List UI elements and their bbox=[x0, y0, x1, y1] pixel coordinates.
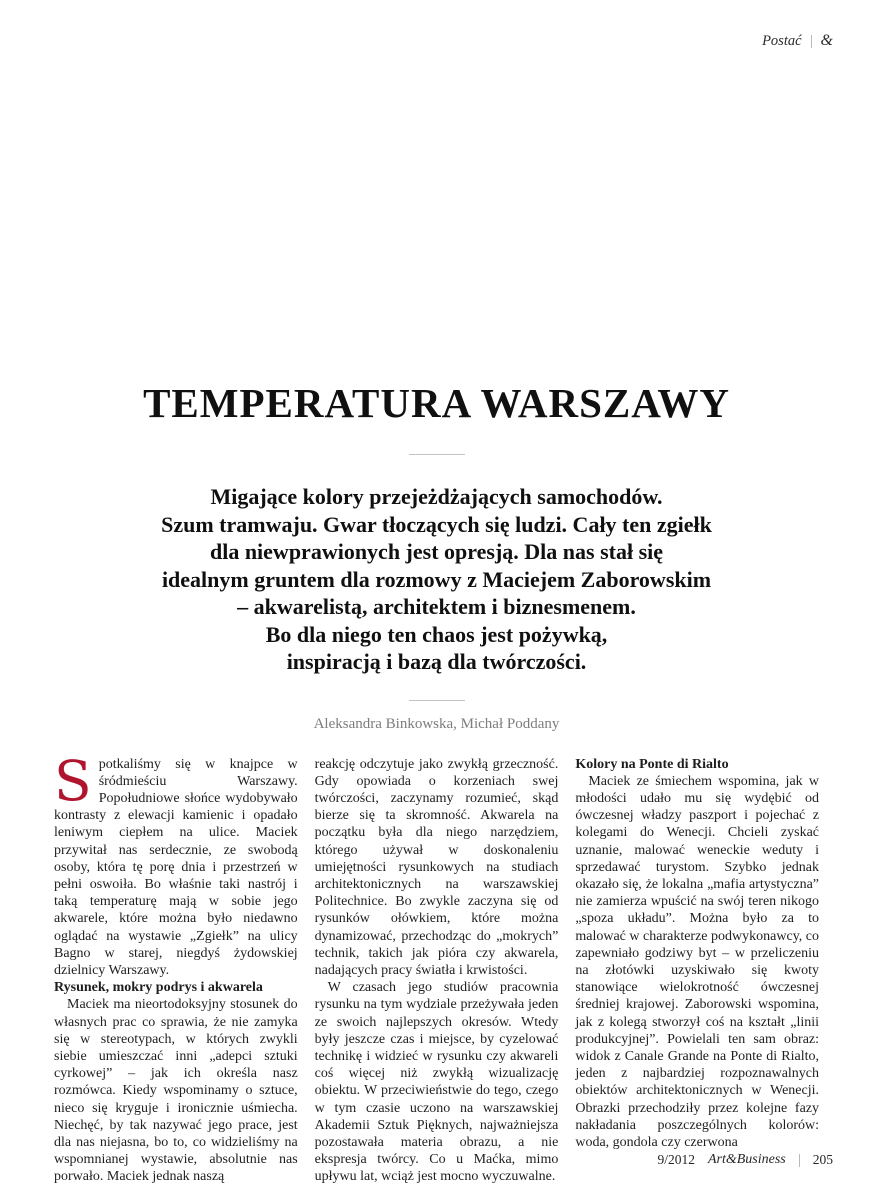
paragraph bbox=[54, 748, 298, 980]
lede-line: inspiracją i bazą dla twórczości. bbox=[286, 649, 587, 674]
paragraph: Maciek ma nieortodoksyjny stosunek do własnych prac co sprawia, że nie zamyka się w stereotypach, w których zwykli siebie umieszczać inni „adepci sztuki cyrkowej” – jak ich określa nasz rozmówca. Kiedy wspominamy o sztuce, nieco się kryguje i ironicznie uśmiecha. Niechęć, by tak nazywać jego prace, jest dla nas niejasna, bo to, co widzieliśmy na wspomnianej wystawie, absolutnie nas porwało. Maciek jednak naszą bbox=[54, 997, 298, 1185]
issue-number: 9/2012 bbox=[657, 1152, 695, 1167]
column-1 bbox=[54, 748, 298, 1186]
paragraph: reakcję odczytuje jako zwykłą grzeczność. Gdy opowiada o korzeniach swej twórczości, zaczynamy rozumieć, skąd bierze się ta skromność. Akwarela na początku była dla niego narzędziem, którego używał w doskonaleniu umiejętności rysunkowych na studiach architektonicznych na warszawskiej Politechnice. Bo zwykle zaczyna się od rysunków ołówkiem, które można dynamizować, przechodząc do „mokrych” technik, takich jak pióra czy akwarela, nadających pracy światła i krwistości. bbox=[314, 756, 559, 978]
subhead-rysunek: Rysunek, mokry podrys i akwarela bbox=[54, 980, 263, 996]
section-label: Postać bbox=[762, 32, 802, 49]
column-2 bbox=[315, 756, 559, 1186]
lede-line: Szum tramwaju. Gwar tłoczących się ludzi. Cały ten zgiełk bbox=[161, 511, 712, 537]
page-number: 205 bbox=[812, 1152, 833, 1167]
brand-ampersand: & bbox=[820, 32, 833, 49]
title-divider bbox=[409, 454, 465, 455]
column-3 bbox=[575, 756, 819, 1186]
paragraph-text: potkaliśmy się w knajpce w śródmieściu Warszawy. Popołudniowe słońce wydobywało kontrasty z elewacji kamienic i opadało leniwym ciepłem na ulice. Maciek przywitał nas serdecznie, ze swobodą osoby, która tę porę dnia i przestrzeń w pełni oswoiła. Bo właśnie taki nastrój i taką temperaturę mają w sobie jego akwarele, które można było niedawno oglądać na wystawie „Zgiełk” na ulicy Bagno w starej, niegdyś żydowskiej dzielnicy Warszawy. bbox=[54, 756, 298, 978]
lede-divider bbox=[409, 700, 465, 701]
page-footer bbox=[657, 1152, 833, 1168]
lede-line: – akwarelistą, architektem i biznesmenem. bbox=[237, 594, 636, 619]
lede-line: Migające kolory przejeżdżających samochodów. bbox=[210, 484, 663, 509]
article-body bbox=[0, 748, 873, 1186]
paragraph: W czasach jego studiów pracownia rysunku na tym wydziale przeżywała jeden ze swoich najlepszych okresów. Wtedy były jeszcze czas i miejsce, by cyzelować technikę i widzieć w rysunku czy akwareli coś więcej niż zwykłą wizualizację obiektu. W przeciwieństwie do tego, czego w tym czasie uczono na warszawskiej Akademii Sztuk Pięknych, najważniejsza pozostawała materia obrazu, a nie ekspresja twórcy. Co u Maćka, mimo upływu lat, wciąż jest mocno wyczuwalne. bbox=[314, 980, 559, 1185]
lede bbox=[0, 483, 873, 676]
lede-line: Bo dla niego ten chaos jest pożywką, bbox=[265, 621, 608, 647]
lede-line: idealnym gruntem dla rozmowy z Maciejem Zaborowskim bbox=[161, 566, 712, 592]
byline: Aleksandra Binkowska, Michał Poddany bbox=[313, 715, 560, 732]
page-title: TEMPERATURA WARSZAWY bbox=[143, 380, 730, 426]
lede-line: dla niewprawionych jest opresją. Dla nas stał się bbox=[209, 539, 664, 564]
paragraph: Maciek ze śmiechem wspomina, jak w młodości udało mu się wydębić od ówczesnej władzy paszport i pojechać z kolegami do Wenecji. Chcieli zyskać uznanie, malować weneckie weduty i sprzedawać turystom. Szybko jednak okazało się, że lokalna „mafia artystyczna” nie zamierza wpuścić na swój teren nikogo „spoza układu”. Można było za to malować w charakterze podwykonawcy, co zapewniało godziwy byt – w przeliczeniu na złotówki uzyskiwało się kwoty stanowiące wielokrotność ówczesnej średniej krajowej. Zaborowski wspomina, jak z kolegą stworzył coś na kształt „linii produkcyjnej”. Powielali ten sam obraz: widok z Canale Grande na Ponte di Rialto, jeden z najbardziej rozpoznawalnych obiektów architektonicznych w Wenecji. Obrazki przechodziły przez kolejne fazy nakładania poszczególnych kolorów: woda, gondola czy czerwona bbox=[575, 773, 820, 1150]
subhead-kolory: Kolory na Ponte di Rialto bbox=[575, 756, 729, 772]
drop-cap: S bbox=[54, 748, 92, 813]
magazine-name: Art&Business bbox=[707, 1152, 786, 1167]
footer-divider bbox=[799, 1154, 800, 1167]
running-head bbox=[762, 32, 833, 50]
header-divider bbox=[811, 35, 812, 48]
